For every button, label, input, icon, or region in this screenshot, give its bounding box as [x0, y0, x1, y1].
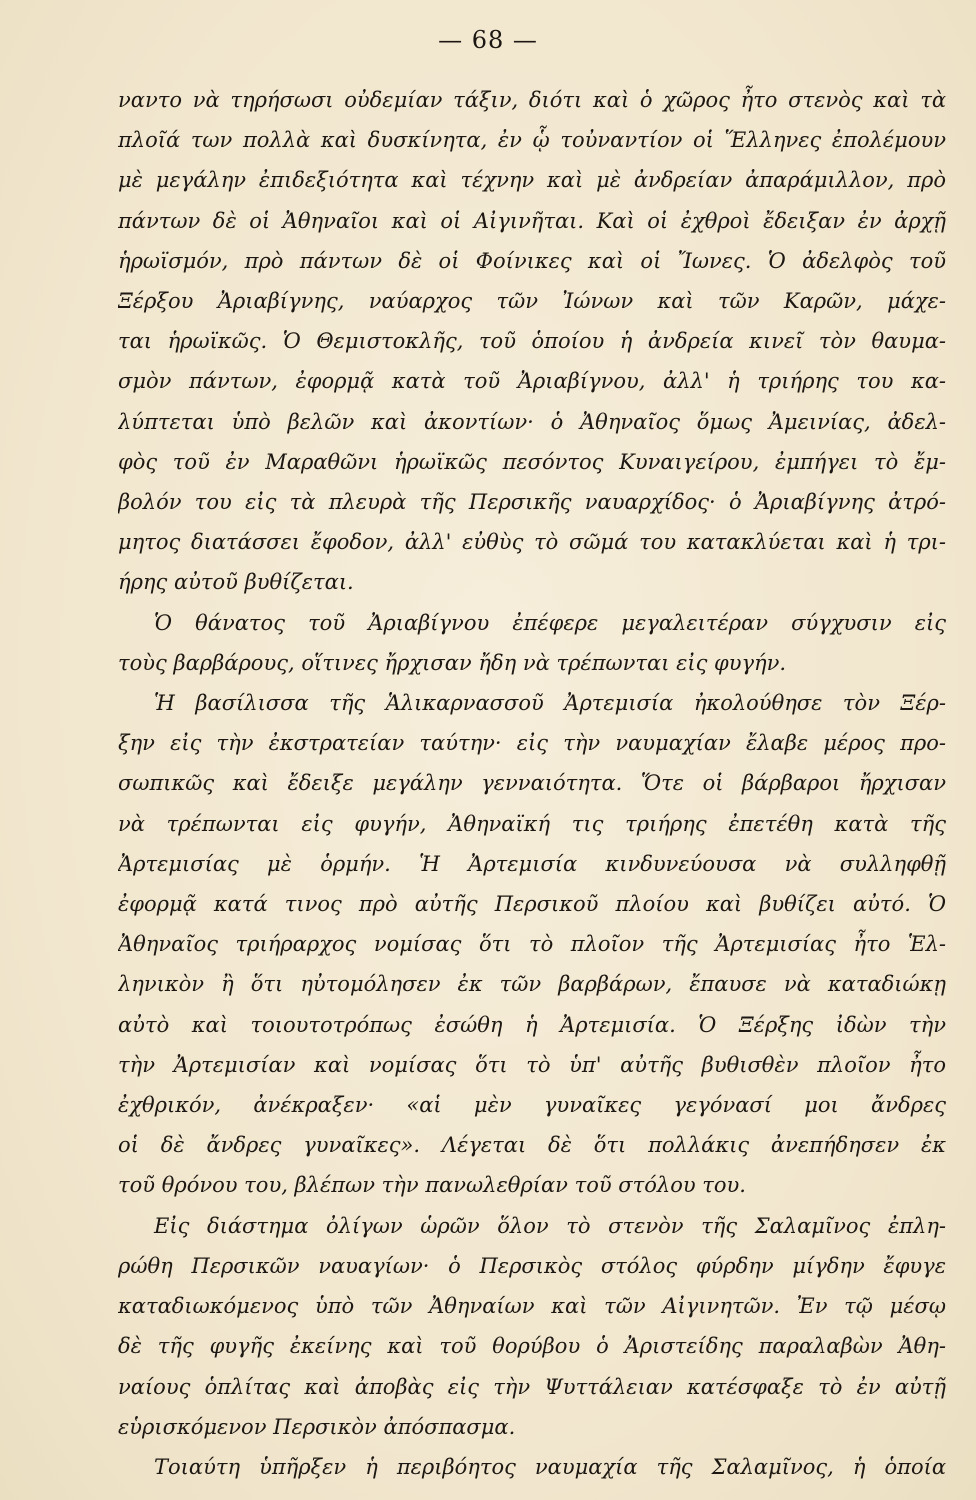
text-line: φὸς τοῦ ἐν Μαραθῶνι ἡρωϊκῶς πεσόντος Κυναιγείρου, ἐμπήγει τὸ ἔμ- [118, 449, 946, 474]
text-line: ἡρωϊσμόν, πρὸ πάντων δὲ οἱ Φοίνικες καὶ οἱ Ἴωνες. Ὁ ἀδελφὸς τοῦ [118, 248, 946, 273]
text-line: τοῦ θρόνου του, βλέπων τὴν πανωλεθρίαν τοῦ στόλου του. [118, 1173, 746, 1198]
text-line: οἱ δὲ ἄνδρες γυναῖκες». Λέγεται δὲ ὅτι πολλάκις ἀνεπήδησεν ἐκ [118, 1133, 946, 1158]
text-line: πλοῖά των πολλὰ καὶ δυσκίνητα, ἐν ᾧ τοὐναντίον οἱ Ἕλληνες ἐπολέμουν [118, 128, 946, 153]
text-line: ήρης αὐτοῦ βυθίζεται. [118, 570, 354, 595]
text-line: Τοιαύτη ὑπῆρξεν ἡ περιβόητος ναυμαχία τῆς Σαλαμῖνος, ἡ ὁποία [154, 1454, 946, 1479]
text-line: μὲ μεγάλην ἐπιδεξιότητα καὶ τέχνην καὶ μὲ ἀνδρείαν ἀπαράμιλλον, πρὸ [118, 168, 946, 193]
text-line: Ἀρτεμισίας μὲ ὁρμήν. Ἡ Ἀρτεμισία κινδυνεύουσα νὰ συλληφθῇ [118, 851, 946, 876]
text-line: ληνικὸν ἢ ὅτι ηὐτομόλησεν ἐκ τῶν βαρβάρων, ἔπαυσε νὰ καταδιώκῃ [118, 972, 946, 997]
text-line: σμὸν πάντων, ἐφορμᾷ κατὰ τοῦ Ἀριαβίγνου, ἀλλ' ἡ τριήρης του κα- [118, 369, 946, 394]
text-line: ξην εἰς τὴν ἐκστρατείαν ταύτην· εἰς τὴν ναυμαχίαν ἔλαβε μέρος προ- [118, 731, 946, 756]
text-line: Ξέρξου Ἀριαβίγνης, ναύαρχος τῶν Ἰώνων καὶ τῶν Καρῶν, μάχε- [118, 289, 946, 314]
text-line: ἐχθρικόν, ἀνέκραξεν· «αἱ μὲν γυναῖκες γεγόνασί μοι ἄνδρες [118, 1093, 946, 1118]
text-line: νὰ τρέπωνται εἰς φυγήν, Ἀθηναϊκή τις τριήρης ἐπετέθη κατὰ τῆς [118, 811, 946, 836]
text-line: ρώθη Περσικῶν ναυαγίων· ὁ Περσικὸς στόλος φύρδην μίγδην ἔφυγε [118, 1253, 946, 1278]
text-line: τὴν Ἀρτεμισίαν καὶ νομίσας ὅτι τὸ ὑπ' αὐτῆς βυθισθὲν πλοῖον ἦτο [118, 1052, 946, 1077]
text-line: λύπτεται ὑπὸ βελῶν καὶ ἀκοντίων· ὁ Ἀθηναῖος ὅμως Ἀμεινίας, ἀδελ- [118, 409, 946, 434]
body-text [118, 80, 946, 1487]
text-line: σωπικῶς καὶ ἔδειξε μεγάλην γενναιότητα. Ὅτε οἱ βάρβαροι ἤρχισαν [118, 771, 946, 796]
text-line: τοὺς βαρβάρους, οἵτινες ἤρχισαν ἤδη νὰ τρέπωνται εἰς φυγήν. [118, 650, 787, 675]
page-number: — 68 — [438, 26, 538, 54]
text-line: δὲ τῆς φυγῆς ἐκείνης καὶ τοῦ θορύβου ὁ Ἀριστείδης παραλαβὼν Ἀθη- [118, 1334, 946, 1359]
text-line: ἐφορμᾷ κατά τινος πρὸ αὐτῆς Περσικοῦ πλοίου καὶ βυθίζει αὐτό. Ὁ [118, 892, 946, 917]
text-line: ναντο νὰ τηρήσωσι οὐδεμίαν τάξιν, διότι καὶ ὁ χῶρος ἦτο στενὸς καὶ τὰ [118, 88, 946, 112]
text-line: Ἀθηναῖος τριήραρχος νομίσας ὅτι τὸ πλοῖον τῆς Ἀρτεμισίας ἦτο Ἑλ- [118, 932, 946, 957]
text-line: ναίους ὁπλίτας καὶ ἀποβὰς εἰς τὴν Ψυττάλειαν κατέσφαξε τὸ ἐν αὐτῇ [118, 1374, 946, 1399]
text-line: μητος διατάσσει ἔφοδον, ἀλλ' εὐθὺς τὸ σῶμά του κατακλύεται καὶ ἡ τρι- [118, 530, 946, 555]
text-line: εὑρισκόμενον Περσικὸν ἀπόσπασμα. [118, 1414, 516, 1439]
text-line: Ὁ θάνατος τοῦ Ἀριαβίγνου ἐπέφερε μεγαλειτέραν σύγχυσιν εἰς [154, 610, 946, 635]
text-line: καταδιωκόμενος ὑπὸ τῶν Ἀθηναίων καὶ τῶν Αἰγινητῶν. Ἐν τῷ μέσῳ [118, 1294, 946, 1319]
text-line: βολόν του εἰς τὰ πλευρὰ τῆς Περσικῆς ναυαρχίδος· ὁ Ἀριαβίγνης ἀτρό- [118, 490, 946, 515]
text-line: Εἰς διάστημα ὀλίγων ὡρῶν ὅλον τὸ στενὸν τῆς Σαλαμῖνος ἐπλη- [154, 1213, 946, 1238]
text-line: ται ἡρωϊκῶς. Ὁ Θεμιστοκλῆς, τοῦ ὁποίου ἡ ἀνδρεία κινεῖ τὸν θαυμα- [118, 329, 946, 354]
text-line: αὐτὸ καὶ τοιουτοτρόπως ἐσώθη ἡ Ἀρτεμισία. Ὁ Ξέρξης ἰδὼν τὴν [118, 1012, 946, 1037]
text-line: Ἡ βασίλισσα τῆς Ἁλικαρνασσοῦ Ἀρτεμισία ἠκολούθησε τὸν Ξέρ- [154, 691, 946, 716]
text-line: πάντων δὲ οἱ Ἀθηναῖοι καὶ οἱ Αἰγινῆται. Καὶ οἱ ἐχθροὶ ἔδειξαν ἐν ἀρχῇ [118, 208, 946, 233]
